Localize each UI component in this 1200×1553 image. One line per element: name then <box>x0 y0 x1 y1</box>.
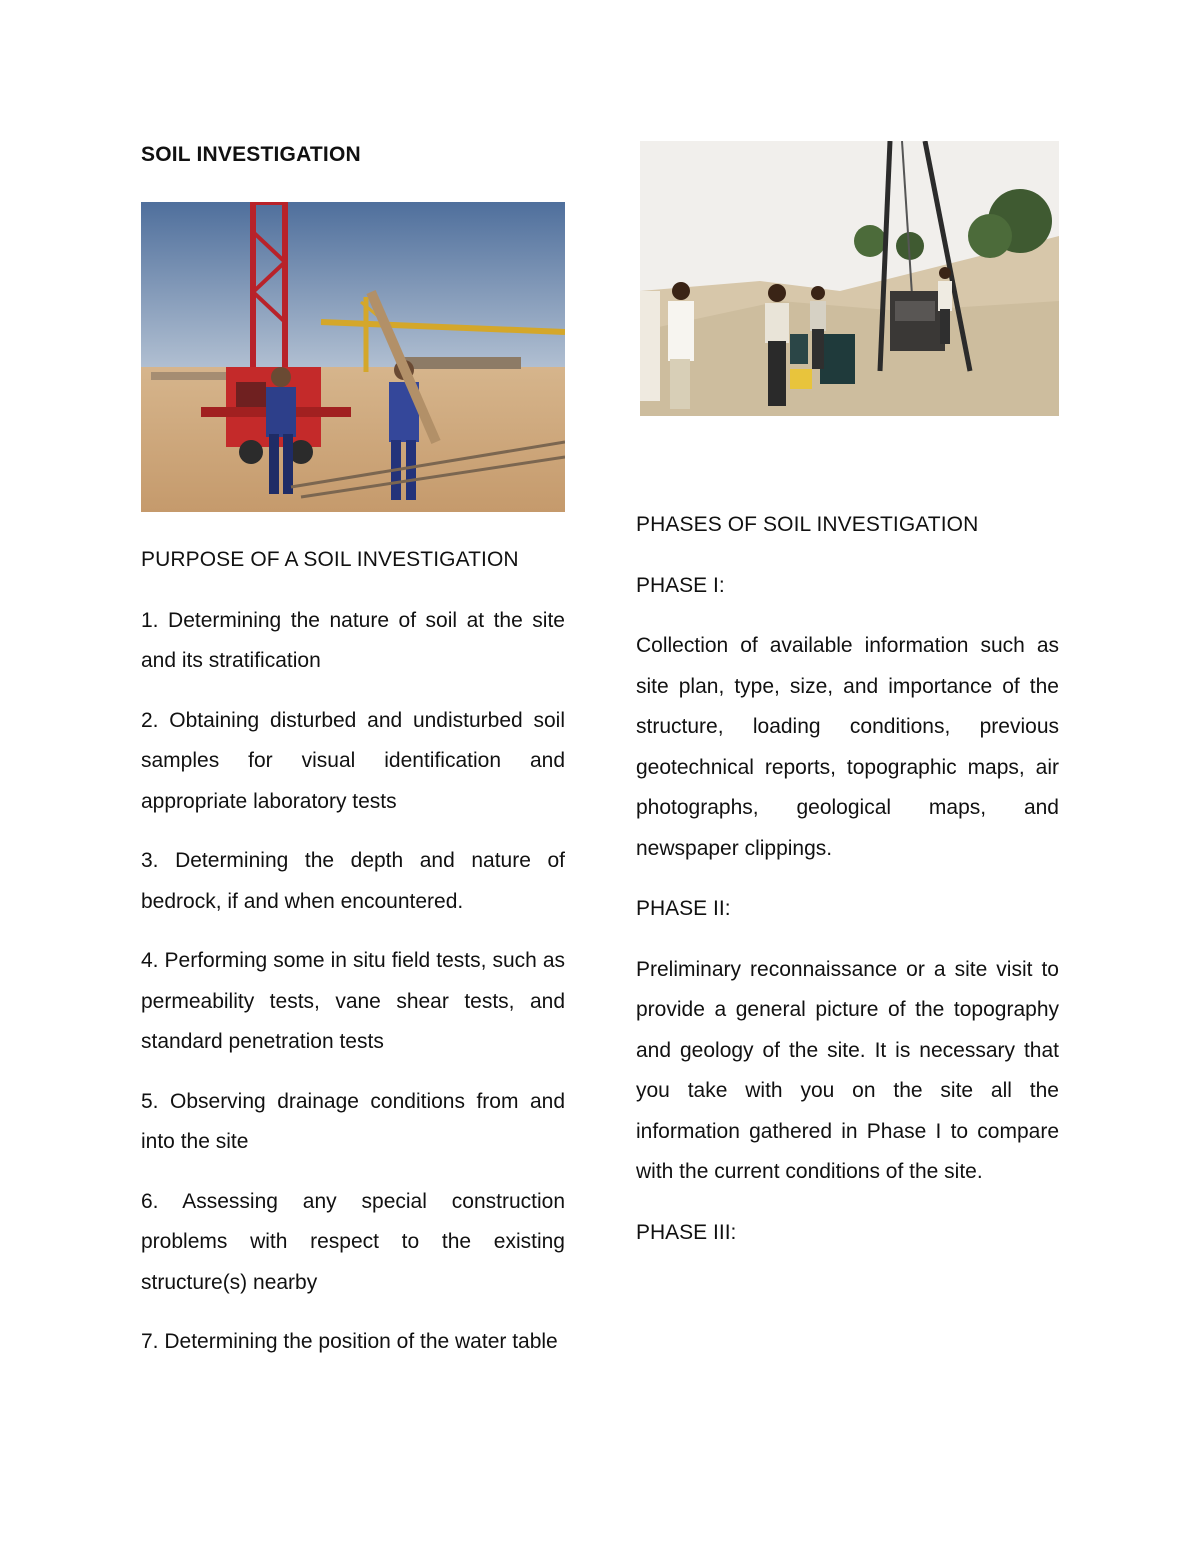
phases-section <box>636 505 1059 1273</box>
phase2-label: PHASE II: <box>636 897 731 920</box>
phase1-text: Collection of available information such as site plan, type, size, and importance of the structure, loading conditions, previous geotechnical reports, topographic maps, air photographs, geological maps, and newspaper clippings. <box>636 634 1059 860</box>
document-title: SOIL INVESTIGATION <box>141 143 361 166</box>
purpose-heading: PURPOSE OF A SOIL INVESTIGATION <box>141 548 519 571</box>
purpose-item: 3. Determining the depth and nature of bedrock, if and when encountered. <box>141 849 565 913</box>
phases-heading: PHASES OF SOIL INVESTIGATION <box>636 513 979 536</box>
phase3-label: PHASE III: <box>636 1220 737 1244</box>
purpose-item: 2. Obtaining disturbed and undisturbed soil samples for visual identification and appropriate laboratory tests <box>141 708 565 813</box>
purpose-item: 6. Assessing any special construction problems with respect to the existing structure(s) nearby <box>141 1189 565 1294</box>
tripod-boring-photo <box>640 141 1059 416</box>
drilling-rig-photo <box>141 202 565 512</box>
purpose-item: 5. Observing drainage conditions from and into the site <box>141 1089 565 1153</box>
phase2-text: Preliminary reconnaissance or a site visit to provide a general picture of the topography and geology of the site. It is necessary that you take with you on the site all the information gathered in Phase I to compare with the current conditions of the site. <box>636 957 1059 1183</box>
phase1-label: PHASE I: <box>636 573 725 597</box>
purpose-item: 4. Performing some in situ field tests, such as permeability tests, vane shear tests, and standard penetration tests <box>141 949 565 1053</box>
purpose-section <box>141 540 565 1382</box>
purpose-item: 7. Determining the position of the water table <box>141 1330 558 1353</box>
purpose-item: 1. Determining the nature of soil at the site and its stratification <box>141 608 565 672</box>
